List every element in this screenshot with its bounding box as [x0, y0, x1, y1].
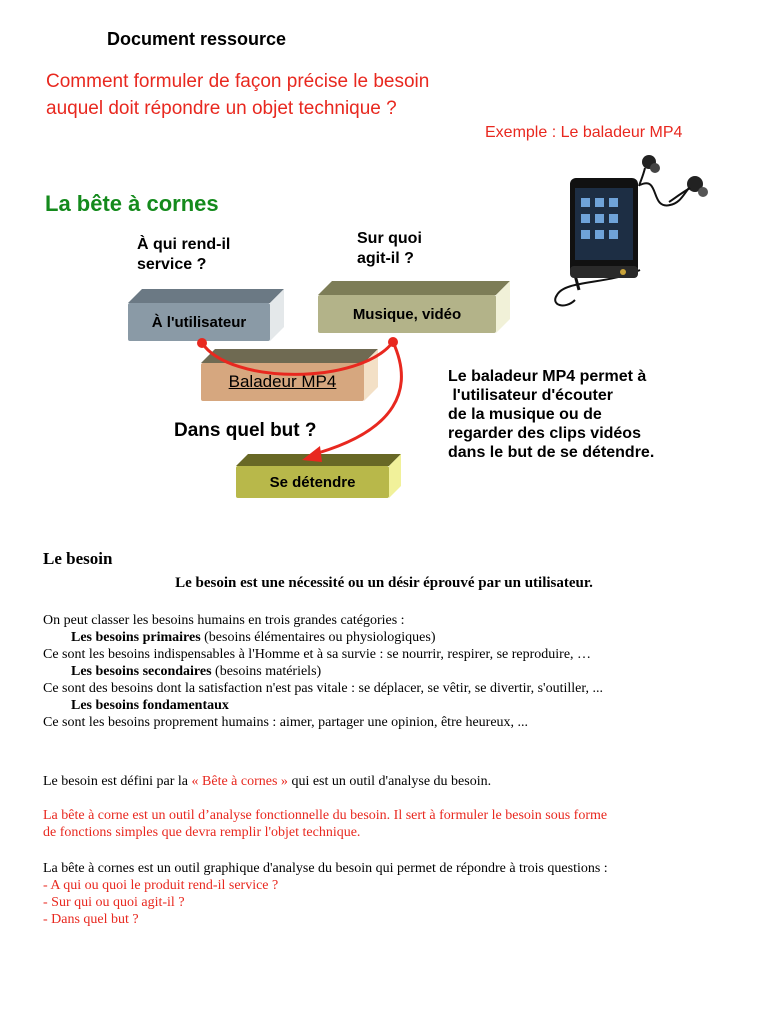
defined-by-paragraph: [43, 773, 743, 790]
bete-a-cornes-quote: « Bête à cornes »: [191, 774, 288, 789]
category-fundamental-name: Les besoins fondamentaux: [71, 698, 229, 713]
section-title-bete-a-cornes: La bête à cornes: [45, 191, 219, 216]
example-label: Exemple : Le baladeur MP4: [485, 124, 683, 141]
category-secondary: [43, 663, 743, 680]
box-goal-label: Se détendre: [236, 466, 389, 498]
box-user-label: À l'utilisateur: [128, 303, 270, 341]
summary-text: [448, 367, 748, 462]
question-item-1: - A qui ou quoi le produit rend-il service ?: [43, 878, 279, 893]
category-primary-note: (besoins élémentaires ou physiologiques): [200, 630, 436, 645]
box-goal: [236, 454, 402, 498]
red-paragraph-line-2: de fonctions simples que devra remplir l'objet technique.: [43, 825, 361, 840]
summary-line-5: dans le but de se détendre.: [448, 444, 655, 461]
question-what: [357, 229, 477, 269]
box-user: [128, 289, 286, 341]
question-why: Dans quel but ?: [174, 420, 317, 441]
category-secondary-desc: Ce sont des besoins dont la satisfaction n'est pas vitale : se déplacer, se vêtir, se divertir, s'outiller, ...: [43, 681, 603, 696]
mp4-player-illustration: [545, 150, 720, 315]
box-media-label: Musique, vidéo: [318, 295, 496, 333]
category-secondary-name: Les besoins secondaires: [71, 664, 212, 679]
question-who-line-2: service ?: [137, 256, 207, 273]
question-who: [137, 235, 277, 275]
box-product-label: Baladeur MP4: [201, 363, 364, 401]
defined-pre: Le besoin est défini par la: [43, 774, 192, 789]
category-secondary-note: (besoins matériels): [211, 664, 322, 679]
document-title: Document ressource: [107, 29, 287, 49]
summary-line-3: de la musique ou de: [448, 406, 602, 423]
red-paragraph: [43, 807, 743, 841]
questions-paragraph: [43, 860, 743, 928]
box-product: [201, 349, 379, 401]
category-fundamental-desc: Ce sont les besoins proprement humains : aimer, partager une opinion, être heureux, ...: [43, 715, 529, 730]
category-fundamental: [43, 697, 743, 714]
summary-line-1: Le baladeur MP4 permet à: [448, 368, 647, 385]
category-primary-name: Les besoins primaires: [71, 630, 201, 645]
summary-line-4: regarder des clips vidéos: [448, 425, 641, 442]
categories-intro: On peut classer les besoins humains en trois grandes catégories :: [43, 613, 405, 628]
question-line-2: auquel doit répondre un objet technique ?: [46, 98, 397, 119]
question-who-line-1: À qui rend-il: [137, 236, 231, 253]
category-primary: [43, 629, 743, 646]
questions-intro: La bête à cornes est un outil graphique d'analyse du besoin qui permet de répondre à trois questions :: [43, 861, 608, 876]
defined-post: qui est un outil d'analyse du besoin.: [287, 774, 492, 789]
question-item-3: - Dans quel but ?: [43, 912, 139, 927]
question-what-line-1: Sur quoi: [357, 230, 422, 247]
question-line-1: Comment formuler de façon précise le besoin: [46, 71, 430, 92]
summary-line-2: l'utilisateur d'écouter: [448, 387, 613, 404]
categories-block: [43, 612, 743, 731]
category-primary-desc: Ce sont les besoins indispensables à l'Homme et à sa survie : se nourrir, respirer, se reproduire, …: [43, 647, 592, 662]
question-item-2: - Sur qui ou quoi agit-il ?: [43, 895, 185, 910]
horn-end-dot: [388, 337, 398, 347]
box-media: [318, 281, 511, 333]
besoin-definition: Le besoin est une nécessité ou un désir éprouvé par un utilisateur.: [175, 575, 593, 591]
section-title-besoin: Le besoin: [43, 549, 113, 568]
red-paragraph-line-1: La bête à corne est un outil d’analyse fonctionnelle du besoin. Il sert à formuler le besoin sous forme: [43, 808, 608, 823]
main-question: [46, 68, 506, 122]
question-what-line-2: agit-il ?: [357, 250, 414, 267]
